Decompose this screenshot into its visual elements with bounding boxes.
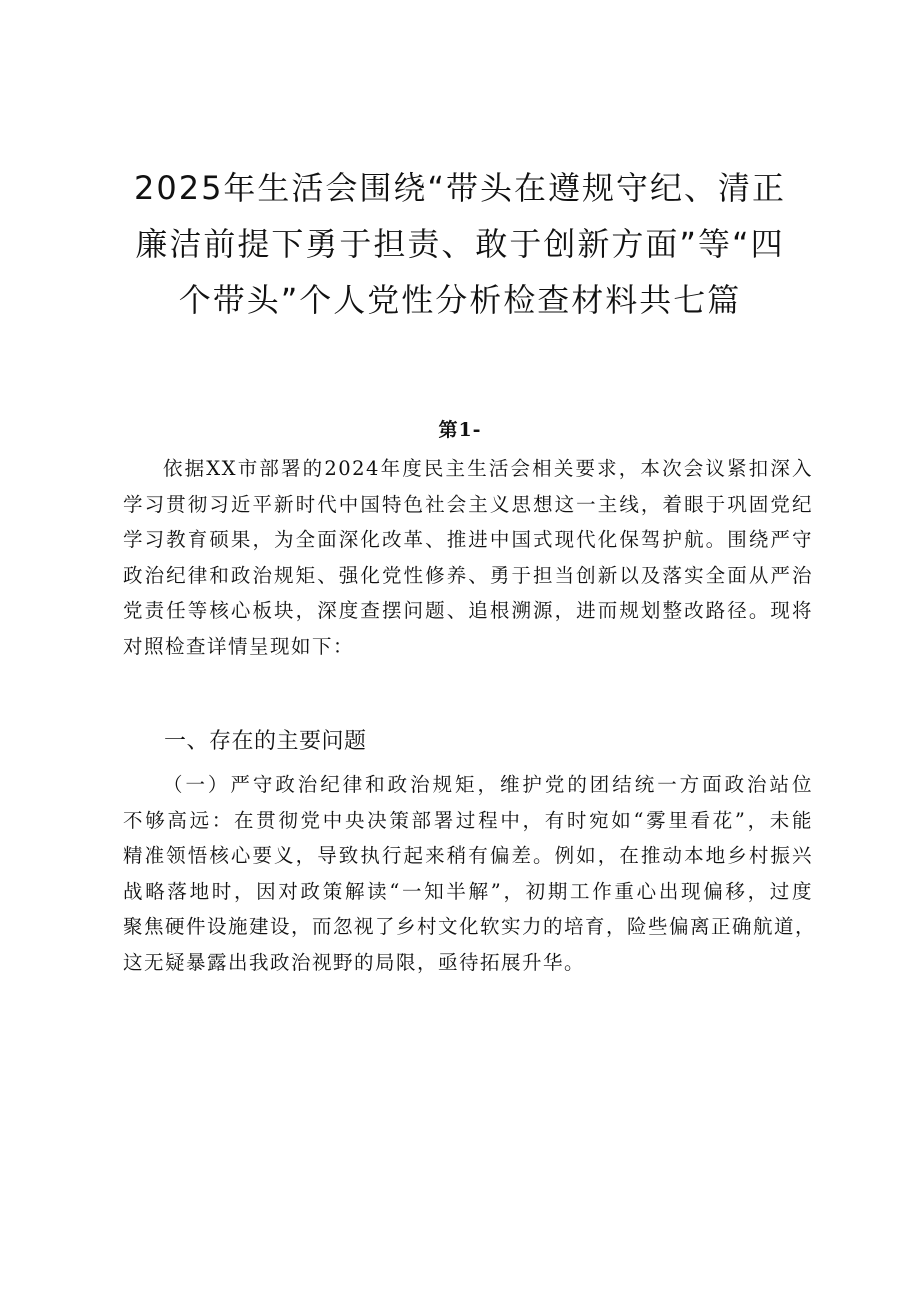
section-heading: 一、存在的主要问题: [164, 729, 367, 754]
paragraph-line: 对照检查详情呈现如下：: [123, 634, 355, 658]
intro-paragraph: [123, 451, 813, 665]
title-line: 个带头”个人党性分析检查材料共七篇: [178, 281, 742, 319]
title-line: 2025年生活会围绕“带头在遵规守纪、清正: [133, 169, 787, 207]
paragraph-line: 学习贯彻习近平新时代中国特色社会主义思想这一主线，着眼于巩固党纪: [123, 492, 813, 516]
problem-paragraph: [123, 767, 817, 981]
paragraph-line: 不够高远：在贯彻党中央决策部署过程中，有时宛如“雾里看花”，未能: [123, 808, 813, 832]
paragraph-line: 聚焦硬件设施建设，而忽视了乡村文化软实力的培育，险些偏离正确航道，: [123, 915, 817, 939]
paragraph-line: 精准领悟核心要义，导致执行起来稍有偏差。例如，在推动本地乡村振兴: [123, 844, 813, 868]
paragraph-line: 政治纪律和政治规矩、强化党性修养、勇于担当创新以及落实全面从严治: [123, 563, 813, 587]
section-number: 第1-: [438, 419, 482, 441]
title-line: 廉洁前提下勇于担责、敢于创新方面”等“四: [135, 225, 785, 263]
paragraph-line: （一）严守政治纪律和政治规矩，维护党的团结统一方面政治站位: [163, 773, 813, 796]
paragraph-line: 依据XX市部署的2024年度民主生活会相关要求，本次会议紧扣深入: [163, 457, 813, 480]
document-title: [110, 160, 810, 328]
paragraph-line: 党责任等核心板块，深度查摆问题、追根溯源，进而规划整改路径。现将: [123, 599, 813, 623]
paragraph-line: 战略落地时，因对政策解读“一知半解”，初期工作重心出现偏移，过度: [123, 879, 813, 903]
paragraph-line: 这无疑暴露出我政治视野的局限，亟待拓展升华。: [123, 950, 586, 974]
paragraph-line: 学习教育硕果，为全面深化改革、推进中国式现代化保驾护航。围绕严守: [123, 528, 813, 552]
